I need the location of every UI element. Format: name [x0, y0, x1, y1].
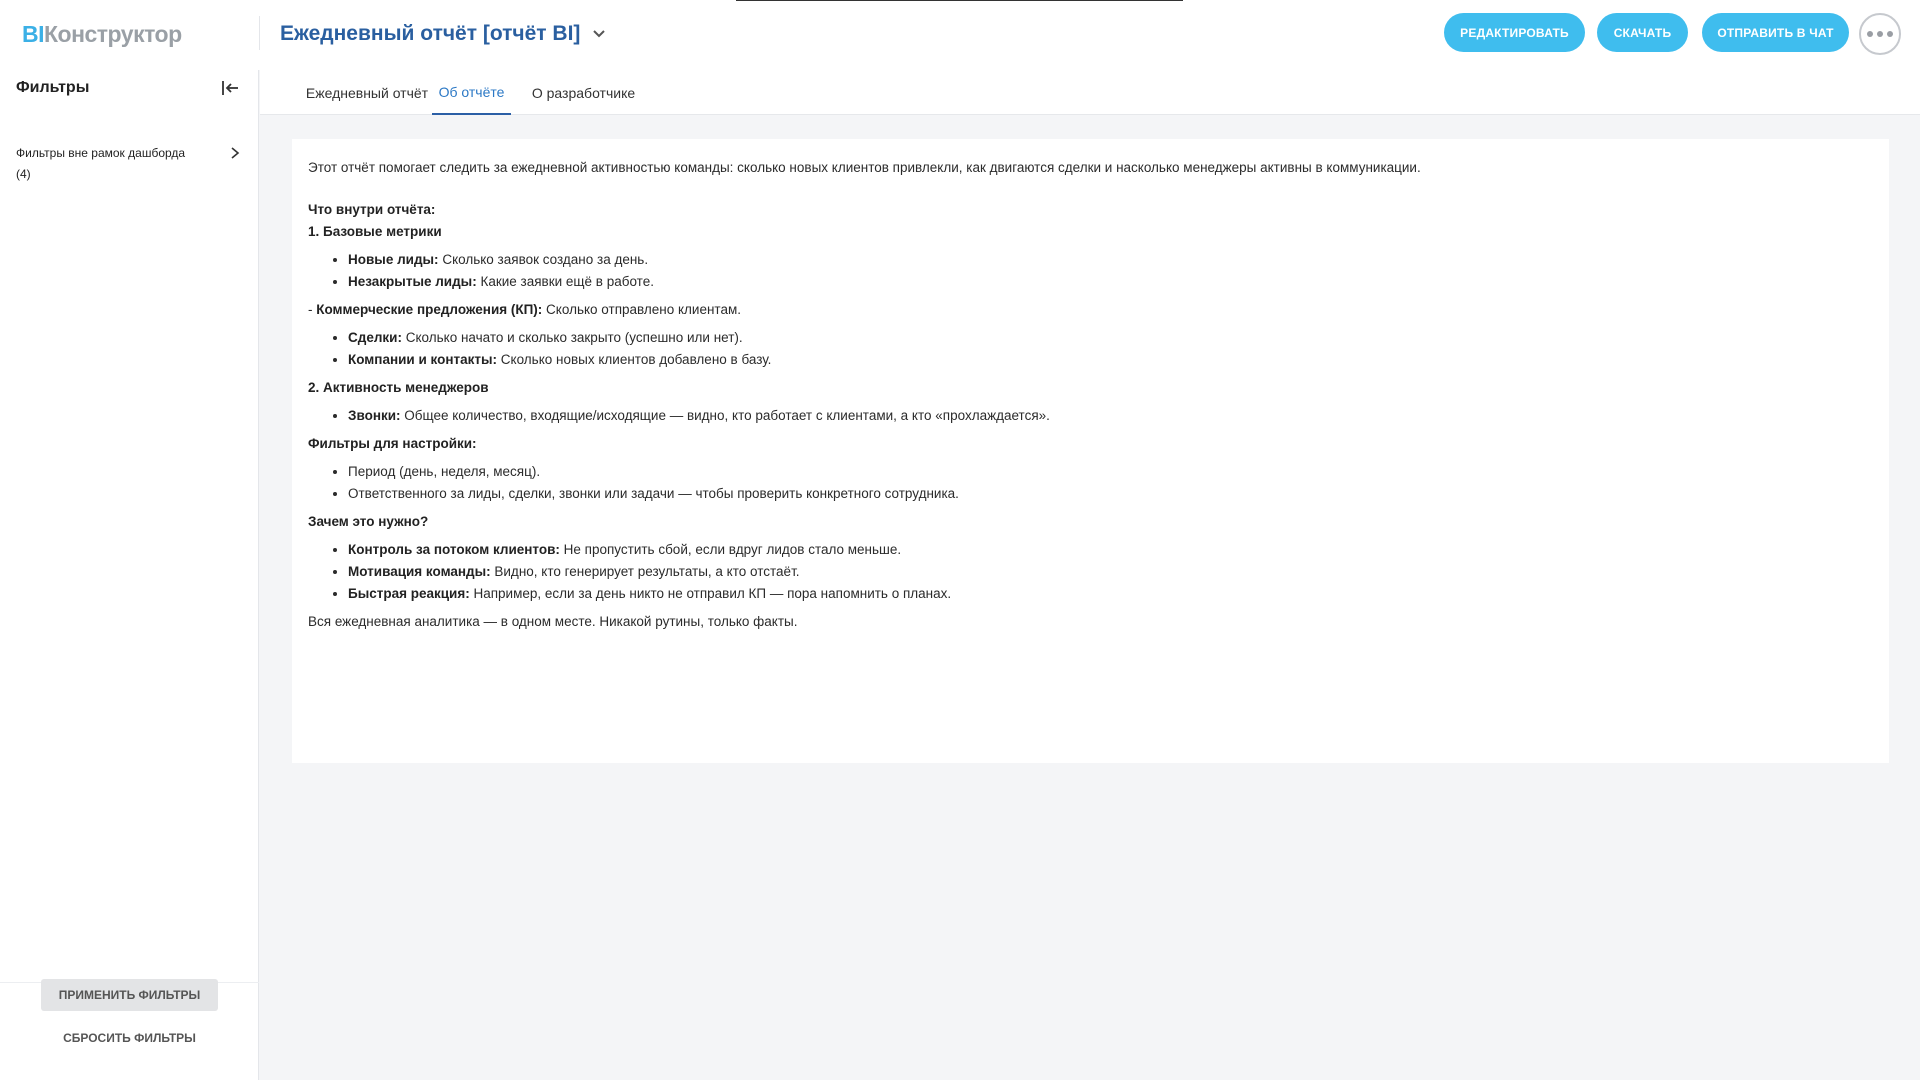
list-item: • Быстрая реакция: Например, если за день никто не отправил КП — пора напомнить о планах. — [348, 583, 1873, 605]
external-filters-count: (4) — [16, 167, 31, 181]
list-item: • Период (день, неделя, месяц). — [348, 461, 1873, 483]
report-description-panel — [292, 139, 1889, 763]
why-list — [308, 539, 1873, 605]
list-item: • Незакрытые лиды: Какие заявки ещё в работе. — [348, 271, 1873, 293]
intro-text: Этот отчёт помогает следить за ежедневной активностью команды: сколько новых клиентов привлекли, как двигаются сделки и насколько менеджеры активны в коммуникации. — [308, 160, 1421, 175]
filters-heading: Фильтры для настройки: — [308, 436, 477, 451]
list-item: • Компании и контакты: Сколько новых клиентов добавлено в базу. — [348, 349, 1873, 371]
edit-button[interactable]: РЕДАКТИРОВАТЬ — [1444, 13, 1585, 52]
more-dot-icon — [1877, 31, 1883, 37]
list-item: • Контроль за потоком клиентов: Не пропустить сбой, если вдруг лидов стало меньше. — [348, 539, 1873, 561]
collapse-sidebar-icon[interactable] — [220, 78, 240, 98]
sidebar-item-external-filters[interactable] — [16, 143, 241, 185]
outro-text: Вся ежедневная аналитика — в одном месте. Никакой рутины, только факты. — [308, 614, 798, 629]
section2-heading: 2. Активность менеджеров — [308, 380, 489, 395]
download-button[interactable]: СКАЧАТЬ — [1597, 13, 1688, 52]
basic-metrics-list — [308, 249, 1873, 293]
more-dot-icon — [1887, 31, 1893, 37]
deals-list — [308, 327, 1873, 371]
tab-bar — [260, 70, 1920, 115]
filters-sidebar — [0, 70, 259, 1080]
list-item: • Ответственного за лиды, сделки, звонки или задачи — чтобы проверить конкретного сотрудника. — [348, 483, 1873, 505]
what-inside-heading: Что внутри отчёта: — [308, 202, 436, 217]
app-logo[interactable] — [22, 21, 182, 48]
kp-line: - Коммерческие предложения (КП): Сколько отправлено клиентам. — [308, 302, 741, 317]
report-title-dropdown[interactable] — [280, 22, 606, 46]
list-item: • Звонки: Общее количество, входящие/исходящие — видно, кто работает с клиентами, а кто «прохлаждается». — [348, 405, 1873, 427]
more-dot-icon — [1867, 31, 1873, 37]
why-heading: Зачем это нужно? — [308, 514, 429, 529]
logo-text: Конструктор — [44, 21, 182, 47]
chevron-right-icon — [229, 146, 241, 160]
apply-filters-button[interactable]: ПРИМЕНИТЬ ФИЛЬТРЫ — [41, 979, 218, 1011]
header-divider — [259, 16, 260, 50]
list-item: • Мотивация команды: Видно, кто генерирует результаты, а кто отстаёт. — [348, 561, 1873, 583]
tab-daily-report[interactable]: Ежедневный отчёт — [305, 84, 429, 101]
section1-heading: 1. Базовые метрики — [308, 224, 442, 239]
list-item: • Сделки: Сколько начато и сколько закрыто (успешно или нет). — [348, 327, 1873, 349]
send-to-chat-button[interactable]: ОТПРАВИТЬ В ЧАТ — [1702, 13, 1849, 52]
manager-activity-list — [308, 405, 1873, 427]
external-filters-label: Фильтры вне рамок дашборда — [16, 146, 186, 160]
tab-about-report[interactable]: Об отчёте — [432, 70, 511, 115]
tab-about-developer[interactable]: О разработчике — [531, 84, 636, 101]
sidebar-title: Фильтры — [16, 79, 90, 96]
more-options-button[interactable] — [1859, 13, 1901, 55]
top-edge-line — [736, 0, 1183, 1]
chevron-down-icon — [592, 29, 606, 39]
logo-bi: BI — [22, 21, 44, 47]
list-item: • Новые лиды: Сколько заявок создано за день. — [348, 249, 1873, 271]
report-title: Ежедневный отчёт [отчёт BI] — [280, 22, 581, 45]
top-bar — [0, 0, 1920, 70]
filters-list — [308, 461, 1873, 505]
reset-filters-button[interactable]: СБРОСИТЬ ФИЛЬТРЫ — [63, 1031, 196, 1045]
